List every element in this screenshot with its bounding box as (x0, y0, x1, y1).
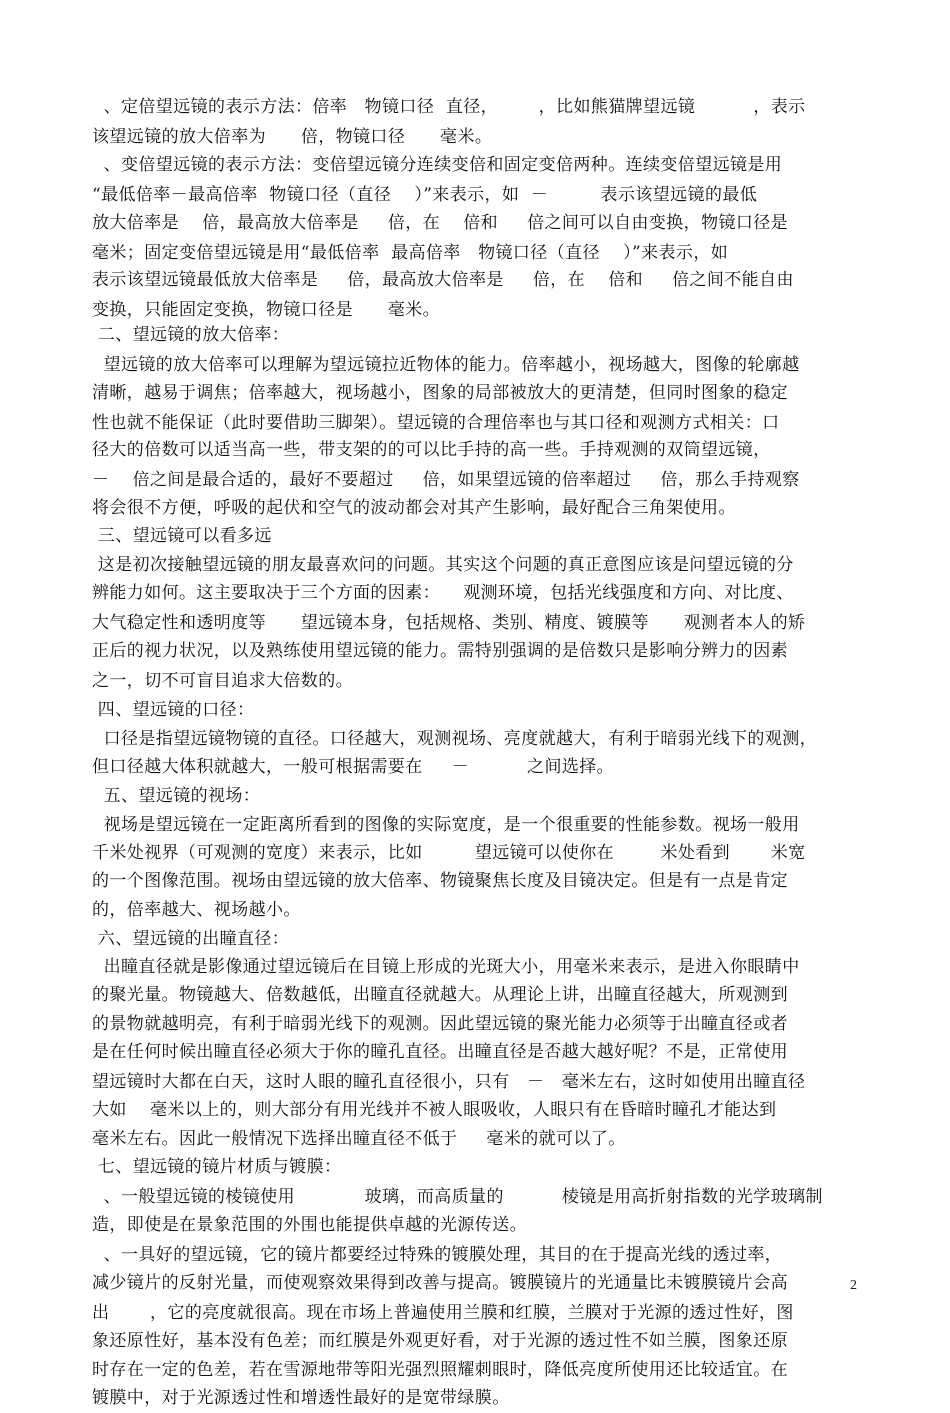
text-line: 性也就不能保证（此时要借助三脚架）。望远镜的合理倍率也与其口径和观测方式相关：口 (92, 413, 780, 433)
text-line: 减少镜片的反射光量，而使观察效果得到改善与提高。镀膜镜片的光通量比未镀膜镜片会高 (92, 1273, 788, 1293)
text-line: 视场是望远镜在一定距离所看到的图像的实际宽度，是一个很重要的性能参数。视场一般用 (92, 815, 800, 835)
text-line: 将会很不方便，呼吸的起伏和空气的波动都会对其产生影响，最好配合三角架使用。 (92, 498, 736, 518)
text-line: 望远镜的放大倍率可以理解为望远镜拉近物体的能力。倍率越小，视场越大，图像的轮廓越 (92, 355, 800, 375)
text-line: 径大的倍数可以适当高一些，带支架的的可以比手持的高一些。手持观测的双筒望远镜， (92, 440, 771, 460)
text-line: 望远镜时大都在白天，这时人眼的瞳孔直径很小，只有 － 毫米左右，这时如使用出瞳直径 (92, 1072, 806, 1092)
text-line: 口径是指望远镜物镜的直径。口径越大，观测视场、亮度就越大，有利于暗弱光线下的观测， (92, 729, 818, 749)
text-line: 的聚光量。物镜越大、倍数越低，出瞳直径就越大。从理论上讲，出瞳直径越大，所观测到 (92, 985, 788, 1005)
text-line: 但口径越大体积就越大，一般可根据需要在 － 之间选择。 (92, 757, 615, 777)
text-line: 清晰，越易于调焦；倍率越大，视场越小，图象的局部被放大的更清楚，但同时图象的稳定 (92, 383, 788, 403)
text-line: 变换，只能固定变换，物镜口径是 毫米。 (92, 300, 441, 320)
text-line: 辨能力如何。这主要取决于三个方面的因素： 观测环境，包括光线强度和方向、对比度、 (92, 583, 794, 603)
text-line: 五、望远镜的视场： (92, 786, 261, 806)
text-line: 出 ，它的亮度就很高。现在市场上普遍使用兰膜和红膜，兰膜对于光源的透过性好，图 (92, 1303, 794, 1323)
page-number: 2 (850, 1278, 857, 1293)
text-line: 正后的视力状况，以及熟练使用望远镜的能力。需特别强调的是倍数只是影响分辨力的因素 (92, 641, 788, 661)
text-line: 之一，切不可盲目追求大倍数的。 (92, 671, 353, 691)
text-line: 造，即使是在景象范围的外围也能提供卓越的光源传送。 (92, 1215, 527, 1235)
text-line: 二、望远镜的放大倍率： (92, 325, 290, 345)
text-line: 的一个图像范围。视场由望远镜的放大倍率、物镜聚焦长度及目镜决定。但是有一点是肯定 (92, 871, 788, 891)
text-line: 、变倍望远镜的表示方法：变倍望远镜分连续变倍和固定变倍两种。连续变倍望远镜是用 (92, 155, 783, 175)
text-line: 的景物就越明亮，有利于暗弱光线下的观测。因此望远镜的聚光能力必须等于出瞳直径或者 (92, 1014, 788, 1034)
text-line: 四、望远镜的口径： (92, 700, 255, 720)
text-line: 、定倍望远镜的表示方法：倍率 物镜口径 直径， ，比如熊猫牌望远镜 ，表示 (92, 97, 806, 117)
text-line: 象还原性好，基本没有色差；而红膜是外观更好看，对于光源的透过性不如兰膜，图象还原 (92, 1331, 788, 1351)
text-line: 千米处视界（可观测的宽度）来表示，比如 望远镜可以使你在 米处看到 米宽 (92, 843, 806, 863)
text-line: 七、望远镜的镜片材质与镀膜： (92, 1157, 342, 1177)
text-line: 出瞳直径就是影像通过望远镜后在目镜上形成的光斑大小，用毫米来表示，是进入你眼睛中 (92, 957, 800, 977)
text-line: 该望远镜的放大倍率为 倍，物镜口径 毫米。 (92, 127, 493, 147)
text-line: － 倍之间是最合适的，最好不要超过 倍，如果望远镜的倍率超过 倍，那么手持观察 (92, 470, 800, 490)
text-line: 的，倍率越大、视场越小。 (92, 900, 301, 920)
text-line: 、一般望远镜的棱镜使用 玻璃，而高质量的 棱镜是用高折射指数的光学玻璃制 (92, 1187, 823, 1207)
text-line: 时存在一定的色差，若在雪源地带等阳光强烈照耀刺眼时，降低亮度所使用还比较适宜。在 (92, 1360, 788, 1380)
text-line: 六、望远镜的出瞳直径： (92, 929, 290, 949)
text-line: 三、望远镜可以看多远 (92, 526, 272, 546)
text-line: 放大倍率是 倍，最高放大倍率是 倍，在 倍和 倍之间可以自由变换，物镜口径是 (92, 213, 789, 233)
text-line: 表示该望远镜最低放大倍率是 倍，最高放大倍率是 倍，在 倍和 倍之间不能自由 (92, 270, 794, 290)
text-line: 、一具好的望远镜，它的镜片都要经过特殊的镀膜处理，其目的在于提高光线的透过率， (92, 1245, 783, 1265)
text-line: “最低倍率－最高倍率 物镜口径（直径 ）”来表示，如 － 表示该望远镜的最低 (92, 185, 758, 205)
text-line: 是在任何时候出瞳直径必须大于你的瞳孔直径。出瞳直径是否越大越好呢？不是，正常使用 (92, 1042, 788, 1062)
text-line: 大气稳定性和透明度等 望远镜本身，包括规格、类别、精度、镀膜等 观测者本人的矫 (92, 613, 806, 633)
text-line: 毫米；固定变倍望远镜是用“最低倍率 最高倍率 物镜口径（直径 ）”来表示，如 (92, 243, 729, 263)
text-line: 这是初次接触望远镜的朋友最喜欢问的问题。其实这个问题的真正意图应该是问望远镜的分 (92, 555, 794, 575)
text-line: 大如 毫米以上的，则大部分有用光线并不被人眼吸收，人眼只有在昏暗时瞳孔才能达到 (92, 1100, 777, 1120)
text-line: 毫米左右。因此一般情况下选择出瞳直径不低于 毫米的就可以了。 (92, 1129, 626, 1149)
text-line: 镀膜中，对于光源透过性和增透性最好的是宽带绿膜。 (92, 1388, 510, 1408)
